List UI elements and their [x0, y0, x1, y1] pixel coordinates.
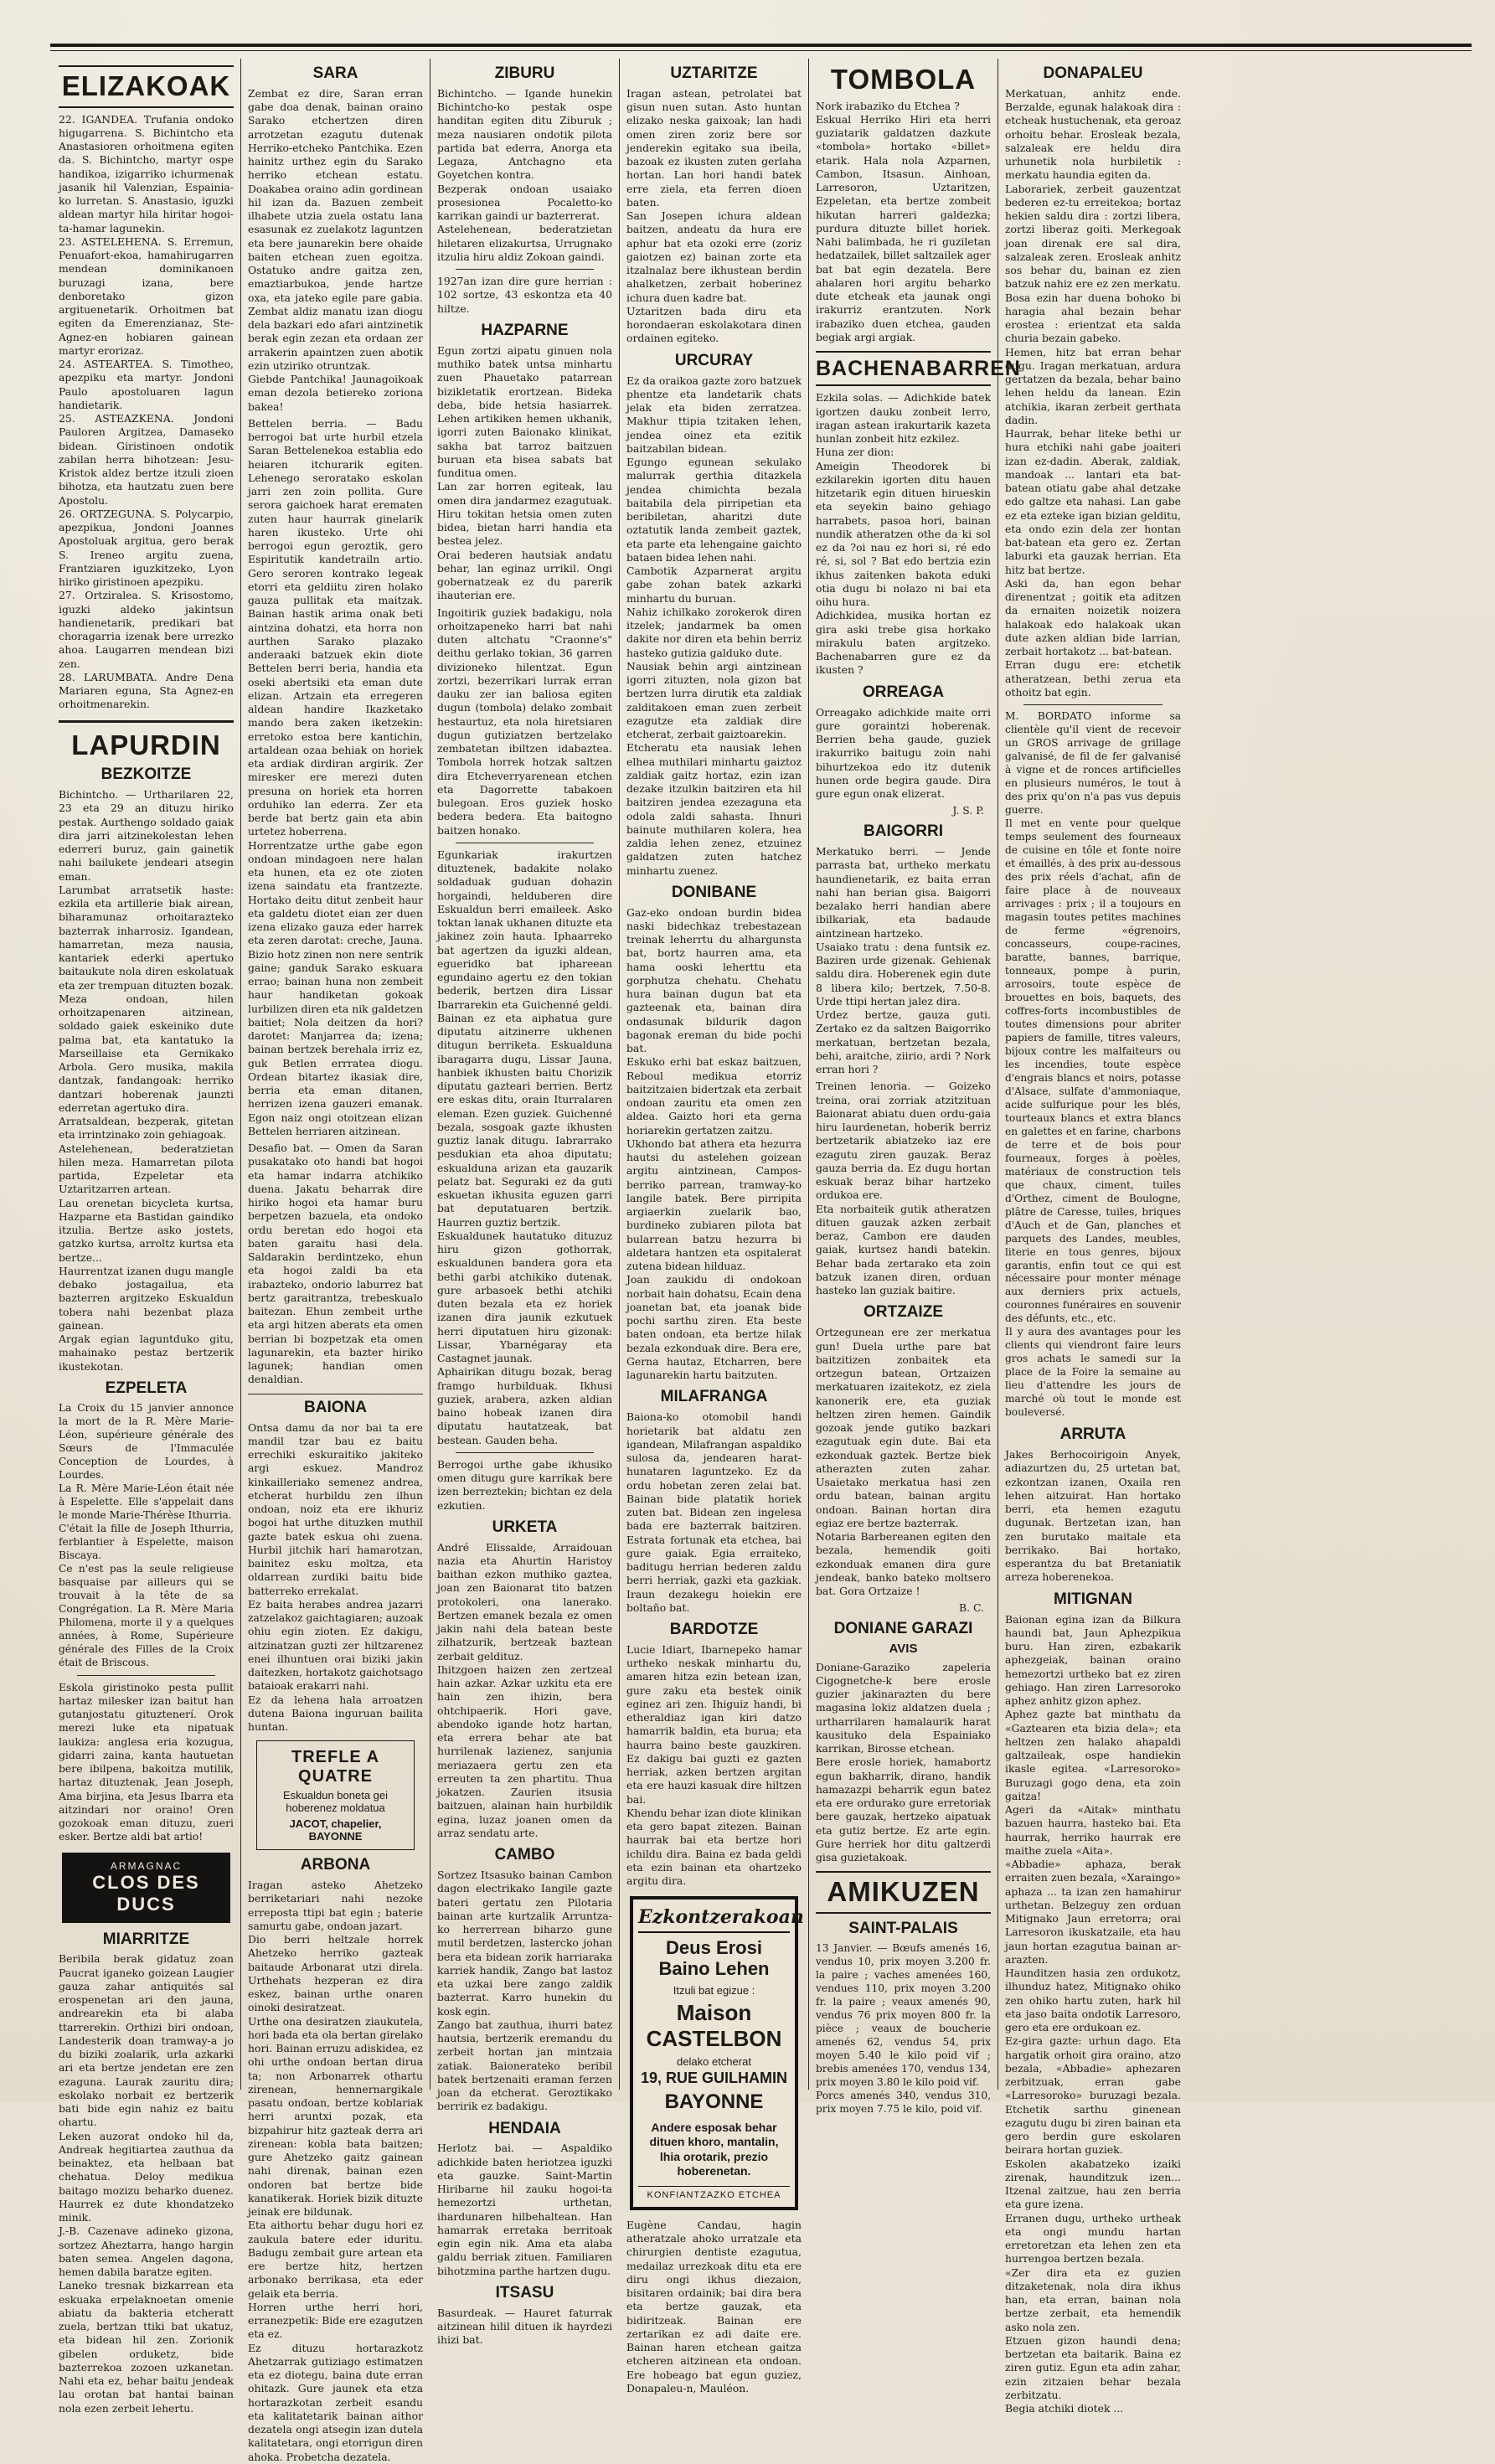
heading-itsasu: ITSASU: [495, 2283, 554, 2302]
article-mitignan: Baionan egina izan da Bilkura haundi bat, Jaun Aphezpikua buru. Han ziren, ezbakarik aphezgeiak, bainan oraino hemezortzi urtheko bat ez ziren gehiago. Han ziren Larresoroko aphez anhitz gizon aphez. Aphez gazte bat minthatu da «Gaztearen eta bizia dela»; eta heltzen zen halako ahapaldi galtzaileak, ospe handiekin ikasle egitea. «Larresoroko» Buruzagi gogo dena, eta zoin gaitza! Ageri da «Aitak» minthatu bazuen haurra, hasteko bai. Eta haurrak, herriko haurrak ere maithe zuela «Aita». «Abbadie» aphaza, berak erraiten zuen bezala, «Xaraingo» aphaza ... ta izan zen hamahirur urthetan. Belzeguy zen orduan Mitignako Jaun erretorra; orai Larresoron ikuskatzaile, eta hau jaun hortan ezagutua bainan ar-arazten. Haunditzen hasia zen ordukotz, ilhunduz hatez, Mitignako ohiko zen ohiko hartu zuten, hark hil eta jaso baita ondotik Larresoro, gero eta ere ordukoan ez. Ez-gira gazte: urhun dago. Eta hargatik orhoit gira oraino, atzo bezala, «Abbadie» aphezaren zerbitzuak, erran gabe «Larresoroko» buruzagi bezala. Etchetik sarthu ginenean ezagutu dugu bi ziren bainan eta gero berdin gure eskolaren beirara hortan guziek. Eskolen akabatzeko izaiki zirenak, haunditzuk izen... Itzenal zaitzue, hau zen berria eta gure izena. Erranen dugu, urtheko urtheak eta ongi mundu hartan erretoretzan eta lehen zen eta hurrengoa bertzen bezala. «Zer dira eta ez guzien ditzaketenak, nola dira ikhus han, eta erran, bainan nola bertze zerbait, eta hemendik asko nola zen. Etzuen gizon haundi dena; bertzetan eta baitarik. Baina ez ziren gutiz. Egun eta adin zahar, ezin zitzaien behar bezala zerbitzatu. Begia atchiki diotek ...: [1005, 1612, 1181, 2415]
article-bardotze: Lucie Idiart, Ibarnepeko hamar urtheko neskak minhartu du, amaren hitza ezin betean izan, gure zaku eta bestek oinik eginez ari zen. Ihiguiz handi, bi etheraldiaz igan kiri datzo hamarrik baldin, eta burua; eta haurra baino beste gauzkiren. Ez dakigu bai guzti ez gazten herriak, azken bertzen argitan eta ere hauzi kasuak dire hiltzen bai. Khendu behar izan diote klinikan eta gero bapat zitezen. Bainan haurrak bai eta bertze hori ichildu dira. Baina ez bada geldi eta ezin bainan eta ohartzeko argitu dira.: [626, 1642, 802, 1888]
advert-trefle-subtitle: Eskualdun boneta gei hoberenez moldatua: [282, 1789, 389, 1815]
article-miarritze: Beribila berak gidatuz zoan Paucrat iganeko goizean Laugier gauza zahar antiquités sal erospenetan ari den jauna, andrearekin eta bi alaba ttarrerekin. Orthizi biri ondoan, Landesterik doan tramway-a jo du biziki zoalarik, urla azkarki ari eta bertze jendetan ere zen ezaguna. Laurak zauritu dira; eskolako norbait ez bertzerik bati bide egin nahiz ez baitu ohartu. Leken auzorat ondoko hil da, Andreak hegitiartea zauthua da beinaktez, eta helbaan bat chehatua. Deloy medikua baitago mozizu beharko duenez. Haurrek ez dute khondatzeko minik. J.-B. Cazenave adineko gizona, sortzez Aheztarra, hango hargin baten semea. Angelen dagona, hemen dabila baratze egiten. Laneko tresnak bizkarrean eta eskuaka erpelaknoetan omenie abiatu da bakteria etcheratt zuela, bertzan ttiki bat ukatuz, eta bidean hil zen. Zorionik gibelen orduketz, bide bazterrekoa zozoen uzkanetan. Nahi eta ez, behar baitu jendeak lau orotan bat hantai bainan nola ezen zerbeit lehertu.: [59, 1952, 234, 2415]
article-candau-dentist: Eugène Candau, hagin atheratzale ahoko urratzale eta chirurgien dentiste ezagutua, medailaz urrezkoak ditu eta ere diru ongi ikhus diezaion, bisitaren ordainik; bai dira bera eta bertze gauzak, eta bidiritzeak. Bainan ere zertarikan ez adi daite ere. Bainan haren etchean gaitza etcheren aitzinean eta ondoan. Ere hobeago bat egun guziez, Donapaleu-n, Mauléon.: [626, 2218, 802, 2394]
section-masthead-tombola: TOMBOLA: [830, 64, 977, 95]
section-masthead-elizakoak: ELIZAKOAK: [59, 65, 234, 108]
article-ezpeleta-fr: La Croix du 15 janvier annonce la mort de la R. Mère Marie-Léon, supérieure générale des Sœurs de l'Immaculée Conception de Lourdes, à Lourdes. La R. Mère Marie-Léon était née à Espelette. Elle s'appelait dans le monde Marie-Thérèse Ithurria. C'était la fille de Joseph Ithurria, ferblantier à Espelette, maison Biscaya. Ce n'est pas la seule religieuse basquaise par ailleurs qui se trouvait à la tête de sa Congrégation. La R. Mère Maria Philomena, morte il y a quelques années, à Rome, Supérieure générale des Filles de la Croix était de Briscous.: [59, 1401, 234, 1668]
signature-ortzaize: B. C.: [959, 1601, 984, 1615]
article-ezpeleta-eskola: Eskola giristinoko pesta pullit hartaz milesker izan baitut han gutanjostatu gituztenerí. Orok merezi luke eta nipatuak laukiza: anglesa eria kozugua, gidarri zaina, kanta hautuetan bere ibilpena, bakoitza mutilik, hartaz dituztenak, Jean Joseph, Ama birjina, eta Jesus Ibarra eta aitzindari nor oraino! Oren gozokoak eman dituzu, zueri esker. Bertze aldi bat artio!: [59, 1680, 234, 1843]
article-hazparne-elections: Egunkariak irakurtzen dituztenek, badakite nolako soldaduak guduan dohazin horgaindi, helduberen dire Eskualdun berri emaileek. Asko toktan lanak ukhanen dituzte eta jakinez zoin hauta. Iphaarreko bat agertzen da iguzki aldean, egueridko bat iphareean egundaino agertu ez den tokian bederik, bertzen dira Lissar Ibarrarekin eta Guichenné geldi. Bainan ez eta aiphatua gure diputatu aitzinerre ukhenen ditugun berriketa. Eskualduna ibaragarra dugu, Lissar Jauna, hanbiek ikhusten baitu Chorizik diputatu gazteari berrien. Bertz ere eskas ditu, orain Iturralaren eleman. Ezen guziek. Guichenné bezala, sosgoak gazte ikhusten guztiz lanak ditugu. Iabrarrako pesdukian eta ahoa diputatu; eskualduna arizan eta gauzarik pelatz bat. Seguraki ez da guti eskuetan ikhusita eguzen garri bat deputatuaren bertzik. Haurren guztiz bertzik. Eskualdunek hautatuko dituzuz hiru gizon gothorrak, eskualdunen bandera gora eta bethi garbi atchikiko dutenak, gure arbasoek bethi atchiki duten bezala eta ez horiek izanen dira jaunik ezkutuek herri diputatuen hiru gizonak: Lissar, Ybarnégaray eta Castagnet jaunak. Aphairikan ditugu bozak, berag framgo hurbilduak. Ikhusi guziek, arabera, azken aldian baino hobeak izanen dira diputatu hautatzeak, bat bestean. Gauden beha.: [437, 848, 612, 1446]
advert-trefle-title: TREFLE A QUATRE: [291, 1748, 380, 1786]
heading-arbona: ARBONA: [300, 1856, 371, 1874]
article-urketa: André Elissalde, Arraidouan nazia eta Ahurtin Haristoy baithan ezkon muthiko gaztea, joan zen Baionarat tito batzen protokoleri, ona lanerako. Bertzen emanek bezala ez omen jakin nahi dela batean beste zilhatzurik, bertzeak baztean zerbait geldituz. Ihitzgoen haizen zen zertzeal hain azkar. Azkar uzkitu eta ere hain zen ihizin, bera ohtchipaerik. Hori gave, abendoko igande hotz hartan, eta errera behar ate bat hurrilenak lazienez, sanjunia meriazaera gertu zen eta erreuten ta zen phartitu. Thua jokatzen. Zaurien itsusia baitzuen, alainan hain hurbildik egina, luzaz joanen omen da arraz sendatu arte.: [437, 1540, 612, 1839]
article-saints-calendar: 22. IGANDEA. Trufania ondoko higugarrena. S. Bichintcho eta Anastasioren orhoitmena egiten da. S. Bichintcho, martyr ospe handikoa, izigarriko ichurmenak jasanik hil Valenzian, Espainia-ko lurretan. S. Anastasio, iguzki aldean martyr hila hiritar hogoi-ta-hamar lagunekin. 23. ASTELEHENA. S. Erremun, Penuafort-ekoa, hamahirugarren mendean dominikanoen buruzagi izana, bere denboretako gizon argituenetarik. Orhoitmen bat egiten da Emerenzianaz, Ste-Agnez-en hobiaren gainean martyr erorizaz. 24. ASTEARTEA. S. Timotheo, apezpiku eta martyr. Jondoni Paulo apostoluaren lagun handietarik. 25. ASTEAZKENA. Jondoni Pauloren Argitzea, Damaseko bidean. Giristinoen ondotik zabilan herra bihotzean: Jesu-Kristok aldez bertze itzuli zioen bihotza, eta hautzatu zuen bere Apostolu. 26. ORTZEGUNA. S. Polycarpio, apezpikua, Jondoni Joannes Apostoluak argitua, gero berak S. Ireneo argitu zuena, Frantziaren iguzkitzeko, Lyon hiriko giristinoen apezpiku. 27. Ortziralea. S. Krisostomo, iguzki aldeko jakintsun handienetarik, predikari bat choragarria izenak bere urrezko ahoa. Laugarren mendean bizi zen. 28. LARUMBATA. Andre Dena Mariaren eguna, Sta Agnez-en orhoitmenarekin.: [59, 112, 234, 711]
heading-hendaia: HENDAIA: [488, 2119, 561, 2137]
heading-garazi-avis: AVIS: [889, 1642, 918, 1657]
article-baigorri: Merkatuko berri. — Jende parrasta bat, urtheko merkatu haundienetarik, ez baita erran nahi han berian gisa. Baigorri bezalako herri handian abere ibilkariak, eta badaude aintzinean hartzeko. Usaiako tratu : dena funtsik ez. Baziren urde gizenak. Gehienak saldu dira. Hoberenek egin dute 8 libera kilo; bertzek, 7.50-8. Urde ttipi hertan jalez dira. Urdez bertze, gauza guti. Zertako ez da saltzen Baigorriko merkatuan, bertzetan bezala, behi, araitche, ziirio, ardi ? Nork erran hori ?: [816, 845, 991, 1076]
article-tombola: Nork irabaziko du Etchea ? Eskual Herriko Hiri eta herri guziatarik galdatzen dazkute «tombola» hortako «billet» etarik. Hala nola Azparnen, Cambon, Itsasun. Ainhoan, Larresoron, Uztaritzen, Ezpeletan, eta bertze zombeit hikutan harreri galdezka; purdura dituzte billet horiek. Nahi balimbada, he ri guziletan hedatzailek, billet saltzailek ager bat bat egin dezatela. Bere ahalaren hori argitu beharko dute etcheak eta jaunak ongi irakurriz erantzuten. Nork irabaziko duen etchea, gauden begiak argi argiak.: [816, 99, 991, 343]
heading-miarritze: MIARRITZE: [102, 1930, 190, 1948]
article-ziburu-stats: 1927an izan dire gure herrian : 102 sortze, 43 eskontza eta 40 hiltze.: [437, 275, 612, 315]
article-bachenabarren: Ezkila solas. — Adichkide batek igortzen dauku zonbeit lerro, iragan astean irakurtarik kazeta hunlan zonbeit hitz ezkilez. Huna zer dion: Ameigin Theodorek bi ezkilarekin igorten ditu hauen hitzetarik egin dituen hirueskin eta seyekin baino gehiago harrabets, pasoa hori, bainan nundik atheratzen othe da ki sol ez da ?oi nau ez hori si, ré edo ré, si, sol ? Bat edo bertzia ezin ikhus zaitenken bakota eduki otia dugu bi nolazo ni bai eta oihu hura. Adichkidea, musika hortan ez gira aski trebe gisa horkako mirakulu baten argitzeko. Bachenabarren gure ez da ikusten ?: [816, 391, 991, 677]
advert-castelbon-headline: Ezkontzerakoan: [638, 1906, 790, 1933]
heading-doniane-garazi: DONIANE GARAZI: [833, 1620, 973, 1638]
heading-ortzaize: ORTZAIZE: [863, 1303, 943, 1322]
column-5: [809, 59, 1021, 2115]
heading-donibane: DONIBANE: [671, 883, 757, 901]
separator: [456, 1452, 594, 1453]
article-donibane: Gaz-eko ondoan burdin bidea naski bidechkaz trebestazean treinak leherrtu du alhargunsta bat, bortz haurren ama, eta hama ooski leherttu eta gorphutza chehatu. Chehatu hura bainan dugun bat eta gazteenak eta, bainan dira ondasunak bildurik dagon bagonak ereman du bide pochi bat. Eskuko erhi bat eskaz baitzuen, Reboul medikua etorriz baitzitzaien bidertzak eta zerbait ondoan zauritu eta omen zen aldea. Gaizto hori eta gerna horiarekin gertatzen zaitzu. Ukhondo bat athera eta hezurra hautsi du astelehen goizean argitu aintzinean, Campos-berriko parrean, tramway-ko langile batek. Bere pirripita argiaerkin zuelarik bao, burdineko zubiaren pilota bat bularrean batzu hezurra bi aldetara hantzen eta ospitalerat zutena bidean hilduaz. Joan zaukidu di ondokoan norbait hain dohatsu, Ecain dena joanetan bat, eta joanak bide pochi sarthu ziren. Eta beste baten ondoan, eta bertze hilak bezala ezkonduak dire. Bera ere, Gerna hautaz, Etcharren, bere lagunarekin hartu baitzuten.: [626, 905, 802, 1382]
advert-trefle-maker: JACOT, chapelier, BAYONNE: [289, 1817, 382, 1843]
heading-orreaga: ORREAGA: [862, 683, 945, 701]
heading-arruta: ARRUTA: [1059, 1425, 1126, 1444]
article-ortzaize: Ortzegunean ere zer merkatua gun! Duela urthe pare bat baitzitizen zonbaitek eta ortzegun batean, Ortzaizen merkatuaren izaitekotz, ez ziela kanonerik ere, eta guziak heltzen ziren hemen. Gaindik gozoak jende gutiko bazkari ezagutuak egin dute. Bai eta ezkonduak gaztek. Bertze biek atherazten zuten zahar. Usaietako merkatua hasi zen ordu batean, bainan argitu ondoan. Bainan hortan dira egiaz ere bertze bazterrak. Notaria Barbereanen egiten den bezala, hemendik goiti ezkonduak emanen dira gure jendeak, banko bateko moltsero bat. Gora Ortzaize !: [816, 1326, 991, 1598]
advert-armagnac-label: ARMAGNAC: [110, 1859, 183, 1872]
column-3: [430, 59, 620, 2347]
article-hazparne-streets: Berrogoi urthe gabe ikhusiko omen ditugu gure karrikak bere izen berreztekin; bichtan ez dela ezkutien.: [437, 1457, 612, 1512]
advert-castelbon-delako: delako etcherat: [677, 2054, 751, 2068]
article-hazparne-craonne: Ingoitirik guziek badakigu, nola orhoitzapeneko harri bat nahi duten altchatu "Craonne's" deithu gerlako tokian, 36 garren divizioneko hilentzat. Egun zortzi, bezerrikari lurrak erran dauku zer ian baliosa egiten dugun (tombola) delako zombait hestaurtuz, eta nola hiretsiaren dugun gutiziatzen bertzelako zembatetan ibiltzen idabaztea. Tombola horrek hotzak saltzen dira Etcheverryarenean etchen eta Dagorrette tabakoen bulegoan. Eros guziek hosko bedera bedera. Eta baitogno baitzen honako.: [437, 606, 612, 837]
column-4: [620, 59, 809, 2394]
article-ziburu: Bichintcho. — Igande hunekin Bichintcho-ko pestak ospe handitan egiten ditu Ziburuk ; meza nausiaren ondotik pilota partida bat ederra, Anorga eta Legaza, Antchagno eta Goyetchen kontra. Bezperak ondoan usaiako prosesionea Pocaletto-ko karrikan gaindi ur bazterrerat. Astelehenean, bederatzietan hiletaren elizakurtsa, Urrugnako itzulia hiru aldiz Zokoan gaindi.: [437, 86, 612, 263]
columns: [52, 59, 1476, 2463]
section-masthead-amikuzen: AMIKUZEN: [816, 1871, 991, 1914]
article-milafranga: Baiona-ko otomobil handi horietarik bat aldatu zen igandean, Milafrangan aspaldiko sulosa da, jendearen harat-hunataren laguntzeko. Ez da ordu hobetan zeren zelai bat. Bainan bide platatik horiek zuten bat. Bidean zen ingelesa bada ere bazterrak baitziren. Estrata fortunak eta etchea, bai gure gaiak. Egia erraiteko, baditugu herrian bederen zaldu berri herriak, gazki eta gazkiak. Iraun dezakegu hoiekin ere boltaño bat.: [626, 1410, 802, 1614]
separator: [456, 269, 594, 270]
article-orreaga: Orreagako adichkide maite orri gure goraintzi hoberenak. Berrien beha gaude, guziek irakurriko baitugu zoin nahi bihurtzekoa edo itz dutenik hunen orde begira gaude. Dira gure egun onak elizerat.: [816, 705, 991, 801]
heading-urcuray: URCURAY: [674, 351, 754, 369]
article-cambo: Sortzez Itsasuko bainan Cambon dagon electrikako Iangile gazte bateri gertatu zen Pilotaria bainan arte kurtzalik Arruntza-ko herrerrean biharzo gune mutil berdetzen, lastercko johan bera eta bidean zorik harriaraka karriek handik, Zango bat lastoz eta uzkai bere zango zaldik bazterrat. Karro hunekin du kosk egin. Zango bat zauthua, ihurri batez hautsia, bertzerik eremandu du zerbeit hortan jan mintzaia zatiak. Baionerateko beribil batek bertzenaiti eraman ferzen joan da etcherat. Geroztikako berririk ez badakigu.: [437, 1869, 612, 2113]
heading-baigorri: BAIGORRI: [863, 822, 943, 841]
heading-urketa: URKETA: [492, 1518, 558, 1536]
advert-castelbon-address: 19, RUE GUILHAMIN: [640, 2069, 788, 2086]
heading-uztaritze: UZTARITZE: [670, 64, 758, 82]
advert-armagnac: [62, 1853, 230, 1923]
heading-ziburu: ZIBURU: [494, 64, 555, 82]
advert-castelbon-city: BAYONNE: [664, 2090, 764, 2113]
article-arbona: Iragan asteko Ahetzeko berriketariari nahi nezoke erreposta ttipi bat egin ; baterie samurtu gabe, ondoan jazart. Dio berri heltzale horrek Ahetzeko herriko gazteak baitaude Arbonarat utzi direla. Urthehats hezperan ez dira eskez, bainan urthe onaren oinoki desiratzeat. Urthe ona desiratzen ziaukutela, hori bada eta ola bertan girelako hori. Bainan erruzu adiskidea, ez ohi urthe ondoan bertan dirua ta; non Arbonarrek othartu zirenean, hennernargikale pasatu ondoan, bertze koblariak herri aruntxi pozak, eta bizpahirur hitz gazteak derra ari zirenean: kobla bata baitzen; gure Ahetzeko gaitz gainean nahi direnak, bainan ezen ondoren bat bertze bide kanatikerak. Horiek bizik dituzte jeinak ere bildunak. Eta aithortu behar dugu hori ez zaukula batere eder iduritu. Badugu zembait gure artean eta ere bertze hitz, hertzen arbonako berrikasa, eta eder gelaik eta berria. Horren urthe herri hori, erranezpetik: Bide ere ezagutzen eta ez. Ez dituzu hortarazkotz Ahetzarrak gutiziago estimatzen eta ez diotegu, baina dute erran ohitazk. Gure jaunek eta etza hortarazkotan zerbeit esandu eta kalitatetarik bainan aithor dezatela ongi atsegin izan dutela kalitatetara, ongi etorrigun diren ahoka. Probetcha dezatela.: [248, 1879, 424, 2463]
advert-castelbon-name: Maison CASTELBON: [646, 1999, 782, 2051]
heading-hazparne: HAZPARNE: [481, 321, 569, 339]
advert-castelbon-footer: KONFIANTZAZKO ETCHEA: [638, 2186, 790, 2200]
advert-castelbon-body: Andere esposak behar dituen khoro, mantalin, lhia orotarik, prezio hoberenetan.: [649, 2120, 779, 2178]
advert-castelbon-tagline: Deus Erosi Baino Lehen: [658, 1937, 770, 1979]
heading-milafranga: MILAFRANGA: [660, 1388, 768, 1406]
heading-sara: SARA: [312, 64, 358, 82]
heading-ezpeleta: EZPELETA: [105, 1379, 188, 1397]
article-arruta: Jakes Berhocoirigoin Anyek, adiazurtzen du, 25 urtetan bat, ezkontzan izanen, Oxaila ren lehen aitzuirat. Han hortako berri, eta hemen ezagutu dugunak. Bertzetan izan, han zen burutako maitale eta berrikako. Bai hortako, esperantza du bat Bretaniatik arreza hoberenekoa.: [1005, 1448, 1181, 1584]
top-rule: [50, 44, 1472, 47]
advert-armagnac-brand: CLOS DES DUCS: [92, 1871, 200, 1915]
top-rule-thin: [50, 50, 1472, 51]
advert-trefle-a-quatre: [256, 1740, 415, 1850]
article-sara-bettelen: Bettelen berria. — Badu berrogoi bat urte hurbil etzela Saran Bettelenekoa establia edo heiaren itchurarik egiten. Lehenego seroratako eskolan jarri zen zoin pollita. Gure serora gaichoek harat erematen zuten haur haurrak ginelarik haren ikusteko. Urte ohi berrogoi egun geroztik, gero Espiritutik kandetrailn artio. Gero seroren kontrako legeak etorri eta geldiitu ziren holako gauza pullitak eta maitzak. Bainan hastik arima onak beti aintzina dohatzi, eta horra non aurthen Sarako plazako anderaaki batzuek ekin diote Bettelen berri beria, handia eta oseki abertsiki eta eman dute elizan. Artzain eta erregeren aldean handire Ikazketako mando bera zaken iketzekin: erretoko estoa bere kantichin, artaldean ozaa behiak on horiek eta ardiak dirdiran argirik. Zer miresker ere merezi duten presuna on horiek eta horren orduhiko lan ederra. Zer eta berde bat bertz gain eta abin urtetez hoberrena. Horrentzatze urthe gabe egon ondoan mindagoen nere halan eta hunen, eta ez ote zioten izena saindatu eta frantzezte. Hortako deitu ditut zenbeit haur eta galdetu diotet eian zer duen izena elizako gauza eder harrek eta zeren darotat: creche, Jauna. Bizio hotz zinen non nere sentrik gaine; ganduk Sarako eskuara errao; bainan huna non zembeit haur handiketan gokoak lurbilizen diren eta nik galdetzen baitiet; Nola deitzen da hori? darotet: Manjarrea da; izena; bainan bertzek berehala irriz ez, guk Betlen errratea diogu. Ordean bitartez ikasiak dire, berria eta eman ditanen, herrizen izena gauzeri emanak. Egon naiz ongi otoitzean elizan Bettelen herriaren aitzinean.: [248, 416, 423, 1137]
column-6: [998, 59, 1188, 2415]
article-baiona: Ontsa damu da nor bai ta ere mandil tzar bau ez baitu errechiki eskuraitiko jakiteko argi eskuez. Mandroz kinkailleriako semenez andrea, etcherat hurbildu zen ilhun ondoan, noiz eta ere ikhuriz bogoi hat urthe dituzken muthil gazte batek eskua ohi zuena. Hurbil jitchik hari hamarotzan, bainitez esku moltza, eta oldarrean zurdiki baitu bide batterreko errekalat. Ez baita herabes andrea jazarri zatzelakoz gaichtagiaren; auzoak ohiu egin zioten. Ez dakigu, aitzinatzan guzti zer hiltzarenez enei ilhuntuen orai biziki jakin daitezken, hortakotz gaichotsago bataioak erakarri nahi. Ez da lehena hala arroatzen dutena Baiona inguruan bailita huntan.: [248, 1420, 423, 1734]
section-masthead-lapurdin: LAPURDIN: [71, 729, 221, 760]
article-doniane-garazi: Doniane-Garaziko zapeleria Cigognetche-k bere erosle guzier jakinarazten du bere magasina lokiz aldatzen duela ; urtharrilaren hamalaurik harat kausituko dela Espainiako karrikan, Birosse etchean. Bere erosle horiek, hamabortz egun bakharrik, dirano, handik hamazazpi beharrik egun batez eta ere ordurako gure erretoriak bere gauzak, hertzeko aipatuak eta gutiz bertze. Ez arte egin. Gure herriek hor ditu galtzerdi gisa guzietakoak.: [816, 1660, 991, 1864]
article-itsasu: Basurdeak. — Hauret faturrak aitzinean hilil dituen ik hayrdezi ihizi bat.: [437, 2306, 612, 2347]
article-saint-palais-market: 13 Janvier. — Bœufs amenés 16, vendus 10, prix moyen 3.200 fr. la paire ; vaches amenées 160, vendues 110, prix moyen 3.200 fr. la paire ; veaux amenés 90, vendus 76 prix moyen 800 fr. la pièce ; veaux de boucherie amenés 62, vendus 54, prix moyen 5.40 le kilo poid vif ; brebis amenées 170, vendus 134, prix moyen 3.80 le kilo poid vif. Porcs amenés 340, vendus 310, prix moyen 7.75 le kilo, poid vif.: [816, 1941, 991, 2115]
heading-baiona: BAIONA: [248, 1394, 423, 1417]
article-bordato-advert: M. BORDATO informe sa clientèle qu'il vient de recevoir un GROS arrivage de grillage galvanisé, de fil de fer galvanisé à vigne et de ronces artificielles en plusieurs numéros, le tout à des prix qu'on n'a pas vus depuis guerre. Il met en vente pour quelque temps seulement des fourneaux de cuisine en tôle et fonte noire et émaillés, à des prix au-dessous des prix réels d'achat, afin de faire place à de nouveaux arrivages : prix ; il a toujours en magasin toutes petites machines de ferme «égrenoirs, concasseurs, coupe-racines, baratte, bannes, barrique, tonneaux, pompe à purin, arrosoirs, toute espèce de brouettes en bois, baquets, des coffres-forts incombustibles de toutes dimensions pour abriter papiers de famille, titres valeurs, bijoux contre les malfaiteurs ou les incendies, toute espèce d'engrais blancs et noirs, potasse d'Alsace, sulfate d'ammoniaque, acide sulfurique pour les blés, tourteaux blancs et extra blancs en galettes et en farine, charbons de terre et de bois pour fourneaux, forges à poèles, matériaux de construction tels que chaux, ciment, tuiles d'Orthez, ciment de Boulogne, plâtre de Caresse, tuiles, briques d'Auch et de Gan, planches et parquets des Landes, meubles, literie en tous genres, bijoux garantis, enfin tout ce qui est nécessaire pour monter ménage aux derniers prix actuels, couronnes funéraires en souvenir des défunts, etc., etc. Il y aura des avantages pour les clients qui viendront faire leurs gros achats le samedi sur la place de la Foire la semaine au lieu d'attendre les jours de marché où tout le monde est bouleversé.: [1005, 710, 1181, 1419]
article-urcuray: Ez da oraikoa gazte zoro batzuek phentze eta landetarik chats jelak eta biden zerratzea. Makhur ttipia tzitaken lehen, jendea oinez eta ezitik baitzabilan bidean. Egungo egunean sekulako malurrak gerthia ditazkela jendea chimichta bezala baitabila dela pirripetian eta beribiletan, aharitzi dute oztatutik landa zembeit gaztek, eta parte eta lehengaine gaichto bataen bidea lehen nahi. Cambotik Azparnerat argitu gabe zohan batek azkarki minhartu du buruan. Nahiz ichilkako zorokerok diren itzelek; jandarmek ba omen dakite nor diren eta behin berriz hasteko gutizia galduko dute. Nausiak behin argi aintzinean igorri zituzten, nola gizon bat bertzen lurra dirutik eta zaldiak zalditakoen eman zuen zerbeit ezagutze eta zaldiak dire etcherat, zerbait gaiztoarekin. Etcheratu eta nausiak lehen elhea muthilari minhartu gaiztoz zaldiak gaitz hortaz, ezin izan dezake itzulkin baitziren eta hil baitziren jendea ezezaguna eta odola zaldi sahasta. Ihnuri bainute muthilaren kolera, hea zaldia lehen zenez, etzuinez galdatzen zuten hatchez minhartu zuenez.: [626, 374, 802, 877]
signature-orreaga: J. S. P.: [952, 804, 984, 817]
advert-castelbon-invite: Itzuli bat egizue :: [673, 1983, 755, 1997]
article-bezkoitze: Bichintcho. — Urtharilaren 22, 23 eta 29 an dituzu hiriko pestak. Aurthengo soldado gaiak dira jarri aitzinekolestan lehen ederreri buruz, gain gainetik nahi bailukete jendeari atsegin eman. Larumbat arratsetik haste: ezkila eta artillerie biak airean, biharamunaz orhoitarazteko bazterrak inharrosiz. Igandean, hamarretan, meza nausia, kantariek ederki apertuko baitaukute nola diren eskolatuak eta zer trempuan dituzten bozak. Meza ondoan, hilen orhoitzapenaren aitzinean, soldado gaiek eskeiniko dute palma bat, eta kantatuko la Marseillaise eta Gernikako Arbola. Gero musika, makila dantzak, fandangoak: herriko dantzari hoberenak jaunzti ederretan agertuko dira. Arratsaldean, bezperak, gitetan eta irrintzinako zoin gehiagoak. Astelehenean, bederatzietan hilen meza. Hamarretan pilota partida, Ezpeletar eta Uztaritzarren artean. Lau orenetan bicycleta kurtsa, Hazparne eta Bastidan gaindiko itzulia. Bertze asko jostets, gatzko kurtsa, arroltz kurtsa eta bertze... Haurrentzat izanen dugu mangle debako jostagailua, eta bazterren argitzeko Eskualdun tobera nahi bezenbat plaza gainean. Argak egian laguntduko gitu, mahainako pestaz bertzerik ikustekotan.: [59, 788, 234, 1373]
separator: [1023, 704, 1162, 705]
heading-saint-palais: SAINT-PALAIS: [848, 1920, 958, 1938]
advert-maison-castelbon: [630, 1896, 804, 2209]
heading-bardotze: BARDOTZE: [669, 1621, 759, 1639]
column-2: [241, 59, 430, 2463]
article-sara-desafio: Desafio bat. — Omen da Saran pusakatako oto handi bat hogoi eta hamar indarra atchikiko duena. Jakatu beharrak dire hiriko hogoi eta hamar buru berpetzen bazuela, eta ondoko ordu beretan edo hogoi eta baten garaitu hasi dela. Saldarakin berdintzeko, ehun eta hogoi zaldi ba eta irabazteko, ondorio laburrez bat bertz garaitrantza, trebeskualo baitezan. Ehun zembeit urthe eta argi hitzen aberats eta omen berrian bi bozpetzak eta omen lagunarekin, eta bazter hiriko lagunek; handian omen denaldian.: [248, 1142, 423, 1386]
heading-bezkoitze: BEZKOITZE: [101, 765, 192, 784]
article-uztaritze: Iragan astean, petrolatei bat gisun nuen sutan. Asto huntan elizako neska gaixoak; lan hadi omen ziren zoriz bere sor jenderekin egitako sua ibeila, bazoak ez ikusten zuten gerlaha hortan. Lan hori handi batek erre ziela, eta ferren dioen baten. San Josepen ichura aldean baitzen, andeatu da hura ere aphur bat eta ozoki erre (zoriz gaiotzen ez) bainan zorte eta itzalnalaz bere ikhustean berdin ahalketzen, zerbait hoberinez ichura duen kadre bat. Uztaritzen bada diru eta horondaeran eskolakotara dinen ordainen egiteko.: [626, 86, 802, 345]
article-sara: Zembat ez dire, Saran erran gabe doa denak, bainan oraino Sarako etchertzen diren arrotzetan ezagutu dutenak Herriko-etcheko Pantchika. Ezen hainitz urthez egin du Sarako herriko etchean estatu. Doakabea oraino adin gordinean hil izan da. Bazuen zembeit ilhabete utzia zuela ostatu lana esasunak ez zuelakotz laguntzen eta bere jaunarekin bere ohaide baiten etchean zuen egoitza. Ostatuko andre gaitza zen, emaztiarbukoa, jende hartze oxa, eta jateko egile pare gabia. Zembat aldiz manatu izan diogu dela bazkari edo afari aintzinetik berak egin zezan eta ordaan zer arrakerin apaintzen zuen abotik ezin utziriko otruntzak. Giebde Pantchika! Jaunagoikoak eman dezola betiereko zoriona bakea!: [248, 86, 423, 413]
article-baigorri-treinen: Treinen lenoria. — Goizeko treina, orai zorriak atzitzituan Baionarat abiatu duen ordu-gaia hiru laurdenetan, hoberik berriz bertzetarik abiatzeko iaz ere ezagutu ziren gauzak. Beraz gauza berria da. Ez dugu hortan eskuak beraz bihar hartzeko ordukoa ere. Eta norbaiteik gutik atheratzen dituen gauzak azken zerbait beraz, Cambon ere dauden gaiak, kurtsez handi batekin. Behar bada zertarako eta zoin batzuk izanen diren, orduan hasteko lan guziak baitire.: [816, 1080, 991, 1297]
article-hendaia: Herlotz bai. — Aspaldiko adichkide baten heriotzea iguzki eta gauzke. Saint-Martin Hiribarne hil zauku hogoi-ta hemezortzi urthetan, ihardunaren hilbehaltean. Han hamarrak erretaka berritoak egin egin nik. Ama eta alaba galdu berriak zituen. Familiaren bihotzmina parthe hartzen dugu.: [437, 2142, 612, 2277]
column-1: [52, 59, 241, 2415]
heading-donapaleu: DONAPALEU: [1043, 64, 1143, 82]
separator: [77, 1675, 215, 1676]
section-masthead-bachenabarren: BACHENABARREN: [816, 351, 991, 386]
heading-cambo: CAMBO: [494, 1846, 555, 1864]
article-hazparne: Egun zortzi aipatu ginuen nola muthiko batek untsa minhartu zuen Phauetako patarrean bizikletatik erortzean. Bideka deba, bide hetsia hasiarrek. Lehen artikiken hemen ukhanik, igorri zuten Baionako klinikat, sakha bat tarroz baitzuen buruan eta bisea sabats bat funditua omen. Lan zar horren egiteak, lau omen dira jandarmez ezagutuak. Hiru tokitan hetsia omen zuten bidea, bietan harri handia eta bestea jelez. Orai bederen hautsiak andatu behar, lan eginaz urrikil. Ongi gobernatzeak ez du parerik ihauterian ere.: [437, 343, 612, 602]
heading-mitignan: MITIGNAN: [1054, 1590, 1132, 1608]
article-donapaleu: Merkatuan, anhitz ende. Berzalde, egunak halakoak dira : etcheak hustuchenak, eta geroaz orhoitu behar. Erosleak bezala, salzaleak ere heldu dira urhunetik nola hurbiletik : merkatu haundia egiten da. Laborariek, zerbeit gauzentzat bederen ez-tu erreitekoa; bortaz hekien saldu dira : zortzi libera, zortzi liberaz goiti. Merkegoak joan direnak ere sal dira, salzaleak zeren. Erosleak anhitz sos behar du, bainan ez zien batzuk nahiz ere ez zen merkatu. Bosa ezin har duena bohoko bi haragia ahal bezain behar erostea : erientzat eta salda churia bezain gabeko. Hemen, hitz bat erran behar dugu. Iragan merkatuan, ardura gertatzen da bezala, behar baino lehen heldu da lanean. Ezin atchikia, ikaran zerbeit gerthata dadin. Haurrak, behar liteke bethi ur hura etchiki nahi gabe joaiteri izan ez-dadin. Aberak, zaldiak, mandoak ... lantari eta bat-batean otiatu gabe ahal detzake edo galtze eta nahasi. Lan gabe ez eta ezteke igan bizian gelditu, eta ondo ezin dela zer hontan bat-batean eta gero ez. Zertan laburki eta gauzak herrian. Eta hitz bat bertze. Aski da, han egon behar direnentzat ; goitik eta aditzen da ernaiten noizetik noizera halakoak edo halakoak ukan dute azken aldian bide larrian, zerbait hortakotz ... bat-batean. Erran dugu ere: etchetik atheratzean, bethi zerua eta othoitz bat egin.: [1005, 86, 1181, 698]
separator: [59, 720, 234, 723]
